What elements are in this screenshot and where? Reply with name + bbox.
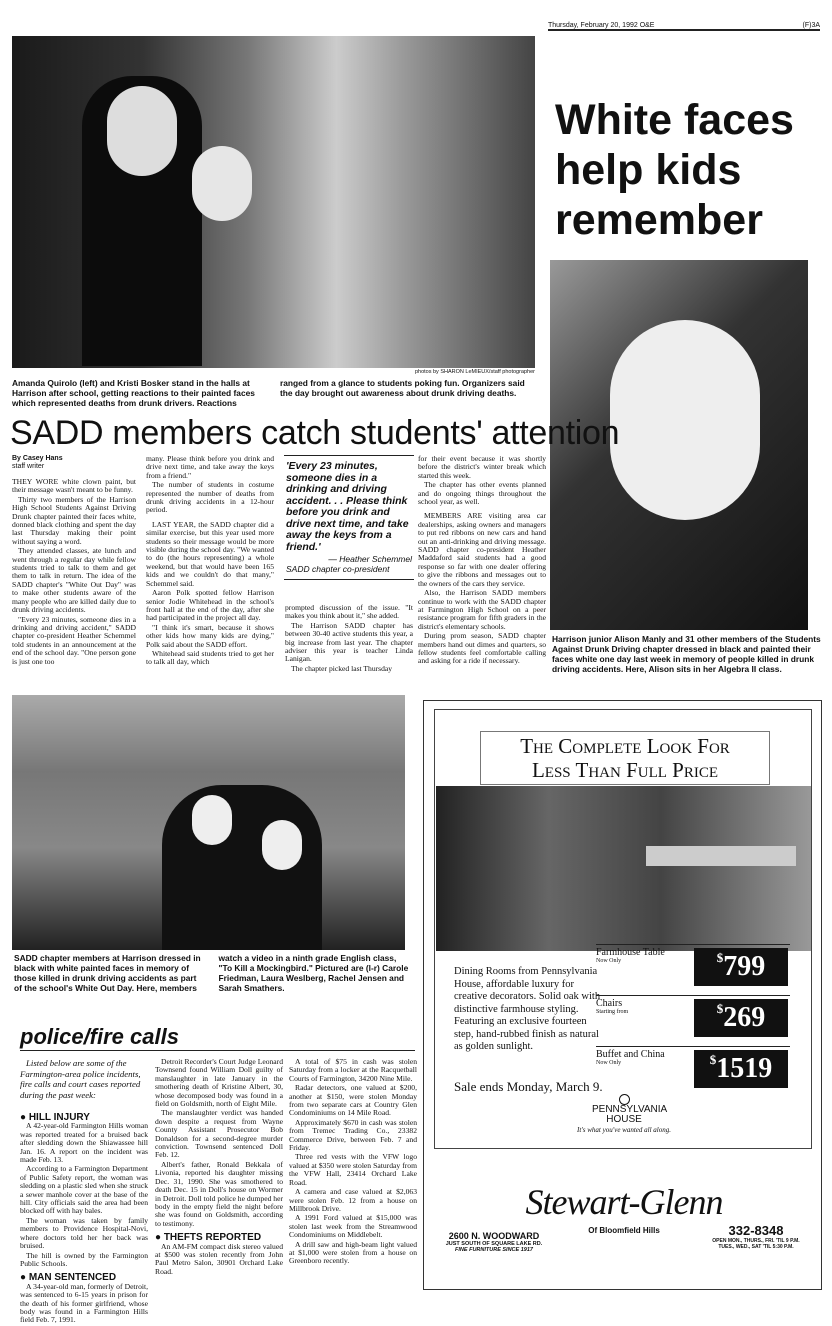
text: MAN SENTENCED xyxy=(28,1272,117,1284)
paragraph: The chapter has other events planned and do ongoing things throughout the school year, as well. xyxy=(418,480,546,507)
text: HILL INJURY xyxy=(28,1112,90,1123)
article-col-1 xyxy=(12,478,136,667)
police-col-3 xyxy=(289,1058,417,1267)
paragraph: "Every 23 minutes, someone dies in a drinking and driving accident," SADD chapter co-president Heather Schemmel told students in an announcement at the end of the school day. "One person gone is just one too xyxy=(12,614,136,666)
paragraph: Whitehead said students tried to get her to talk all day, which xyxy=(146,648,274,667)
phone: 332-8348 xyxy=(728,1223,784,1238)
byline-role: staff writer xyxy=(12,463,45,470)
police-section-title: police/fire calls xyxy=(20,1023,415,1051)
classroom-photo xyxy=(12,695,405,950)
text: JUST SOUTH OF SQUARE LAKE RD. xyxy=(445,1241,543,1247)
text: A 1991 Ford valued at $15,000 was stolen last week from the Streamwood Condominiums on Middlebelt. xyxy=(289,1213,417,1240)
paragraph: The chapter picked last Thursday xyxy=(291,663,393,673)
text: The manslaughter verdict was handed down despite a request from Wayne County Assistant Prosecutor Bob Donaldson for a second-degree murder conviction. Townsend sentenced Doll Feb. 12. xyxy=(155,1108,283,1160)
text: The hill is owned by the Farmington Public Schools. xyxy=(20,1250,148,1268)
text: A drill saw and high-beam light valued at $1,000 were stolen from a house on Greenboro recently. xyxy=(289,1239,417,1266)
paragraph: The number of students in costume represented the number of deaths from drunk driving accidents in a 12-hour period. xyxy=(146,480,274,515)
paragraph: "I think it's smart, because it shows other kids how many kids are dying," Polk said about the SADD effort. xyxy=(146,622,274,649)
police-col-1 xyxy=(20,1058,148,1326)
article-headline: SADD members catch students' attention xyxy=(10,414,620,452)
paragraph: Aaron Polk spotted fellow Harrison senior Jodie Whitehead in the school's front hall at the end of the day, after she had participated in the project all day. xyxy=(146,588,274,623)
ad-item-buffet xyxy=(596,1049,665,1066)
text: $ xyxy=(716,1001,724,1016)
text: Now Only xyxy=(596,958,622,964)
store-address xyxy=(434,1231,554,1253)
text: 2600 N. WOODWARD xyxy=(448,1231,540,1241)
article-col-4 xyxy=(418,455,546,667)
text: Buffet and China xyxy=(596,1049,665,1060)
brand-name: PENNSYLVANIA HOUSE xyxy=(592,1104,668,1125)
dining-room-photo xyxy=(436,786,811,951)
price-chairs xyxy=(694,999,788,1037)
text: $ xyxy=(709,1052,717,1067)
ad-headline xyxy=(480,731,770,785)
police-intro: Listed below are some of the Farmington-area police incidents, fire calls and court cases reported during the past week: xyxy=(20,1058,141,1100)
pull-quote-role: SADD chapter co-president xyxy=(286,564,390,574)
text: THEFTS REPORTED xyxy=(163,1232,262,1244)
photo-credit: photos by SHARON LeMIEUX/staff photographer xyxy=(414,369,535,375)
text: Radar detectors, one valued at $200, another at $150, were stolen Monday from two separate cars at Country Glen Condominiums on 14 Mile Road. xyxy=(289,1083,417,1118)
paragraph: MEMBERS ARE visiting area car dealerships, asking owners and managers to put red ribbons on new cars and hand out an anti-drinking and driving message. SADD chapter co-president Heather Maddaford said students had a good response so far with one dealer offering to give the ribbons and messages out to the owners of the cars they service. xyxy=(418,511,546,588)
store-logo: Stewart-Glenn xyxy=(525,1182,723,1222)
text: Now Only xyxy=(596,1060,622,1066)
text: $ xyxy=(716,950,724,965)
paragraph: Also, the Harrison SADD members continue to work with the SADD chapter at Farmington High School on a peer resistance program for fifth graders in the district's elementary schools. xyxy=(418,588,546,631)
paragraph: prompted discussion of the issue. "It makes you think about it," she added. xyxy=(285,603,413,621)
text: FINE FURNITURE SINCE 1917 xyxy=(455,1247,533,1253)
text: Detroit Recorder's Court Judge Leonard Townsend found William Doll guilty of manslaughter in late January in the smothering death of Kristine Albert, 30, whose decomposed body was found in a field on Goldsmith, north of Eight Mile. xyxy=(155,1057,283,1109)
paragraph: The Harrison SADD chapter has between 30-40 active students this year, a big increase from last year. The chapter adviser this year is teacher Linda Lanigan. xyxy=(285,620,413,664)
store-subtitle: Of Bloomfield Hills xyxy=(588,1226,660,1235)
page-header xyxy=(548,22,820,31)
article-col-2 xyxy=(146,455,274,668)
stewart-glenn-ad xyxy=(423,700,822,1290)
paragraph: Thirty two members of the Harrison High School Students Against Driving Drunk chapter painted their faces white, donned black clothing and spent the day last Thursday making their point without saying a word. xyxy=(12,494,136,546)
ad-item-table xyxy=(596,947,665,964)
text: Farmhouse Table xyxy=(596,947,665,958)
price-table xyxy=(694,948,788,986)
store-contact xyxy=(692,1223,820,1250)
text: 799 xyxy=(723,951,766,982)
text: A 34-year-old man, formerly of Detroit, was sentenced to 6-15 years in prison for the death of his former girlfriend, whose body was found in a Farmington Hills field Feb. 7, 1991. xyxy=(20,1281,148,1325)
ad-item-chairs xyxy=(596,998,628,1015)
article-col-3 xyxy=(285,604,413,674)
ad-sale-ends: Sale ends Monday, March 9. xyxy=(454,1079,603,1094)
paragraph: for their event because it was shortly before the district's winter break which started this week. xyxy=(418,454,546,480)
pull-quote-attribution: — Heather Schemmel xyxy=(328,554,412,564)
text: The woman was taken by family members to Providence Hospital-Novi, where doctors told her her back was bruised. xyxy=(20,1215,148,1251)
pull-quote xyxy=(284,455,414,580)
pull-quote-text: 'Every 23 minutes, someone dies in a drinking and driving accident. . . Please think before you drink and drive next time, and take away the keys from a friend.' xyxy=(286,460,409,553)
paragraph: During prom season, SADD chapter members hand out dimes and quarters, so fellow students feel comfortable calling and asking for a ride if necessary. xyxy=(418,631,546,666)
paragraph: many. Please think before you drink and drive next time, and take away the keys from a friend." xyxy=(146,454,274,480)
paragraph: They attended classes, ate lunch and went through a regular day while fellow students tried to talk to them and get them to talk in return. The idea of the SADD chapter's "White Out Day" was to make other students aware of the many people who are killed daily due to drunk driving accidents. xyxy=(12,546,136,615)
ad-headline-line-1: The Complete Look For xyxy=(520,734,730,758)
feature-headline: White faces help kids remember xyxy=(555,96,794,244)
text: OPEN MON., THURS., FRI. 'TIL 9 P.M. xyxy=(712,1238,800,1244)
text: TUES., WED., SAT 'TIL 5:30 P.M. xyxy=(718,1244,794,1250)
hallway-photo xyxy=(12,36,535,368)
text: A total of $75 in cash was stolen Saturday from a locker at the Racquetball Courts of Farmington, 34200 Nine Mile. xyxy=(289,1057,417,1083)
price-buffet xyxy=(694,1050,788,1088)
text: Chairs xyxy=(596,998,623,1009)
text: Approximately $670 in cash was stolen from Tremec Trading Co., 23382 Commerce Drive, between Feb. 7 and Friday. xyxy=(289,1117,417,1153)
text: Three red vests with the VFW logo valued at $350 were stolen Saturday from the VFW Hall, 23414 Orchard Lake Road. xyxy=(289,1152,417,1187)
text: A 42-year-old Farmington Hills woman was reported treated for a bruised back after sledding down the Shiawassee hill Jan. 16. A report on the incident was made Feb. 13. xyxy=(20,1121,148,1165)
classroom-photo-caption: SADD chapter members at Harrison dressed in black with white painted faces in memory of those killed in drunk driving accidents as part of the school's White Out Day. Here, members watch a video in a ninth grade English class, "To Kill a Mockingbird." Pictured are (l-r) Carole Friedman, Laura Weslberg, Rachel Jensen and Sarah Smathers. xyxy=(14,953,409,993)
paragraph: THEY WORE white clown paint, but their message wasn't meant to be funny. xyxy=(12,477,136,495)
pennsylvania-house-logo xyxy=(564,1094,684,1134)
text: 1519 xyxy=(716,1053,773,1084)
dateline: Thursday, February 20, 1992 O&E xyxy=(548,22,655,29)
top-photo-caption: Amanda Quirolo (left) and Kristi Bosker stand in the halls at Harrison after school, getting reactions to their painted faces which represented deaths from drunk drivers. Reactions ranged from a glance to students poking fun. Organizers said the day brought out awareness about drunk driving deaths. xyxy=(12,378,525,408)
ad-headline-line-2: Less Than Full Price xyxy=(531,758,719,782)
text: An AM-FM compact disk stereo valued at $500 was stolen recently from John Paul Metro Salon, 30901 Orchard Lake Road. xyxy=(155,1241,283,1276)
text: According to a Farmington Department of Public Safety report, the woman was sledding on a plastic sled when she struck a sewer manhole cover at the base of the hill. City officials said the area had been blocked off with hay bales. xyxy=(20,1164,148,1216)
text: Albert's father, Ronald Bekkala of Livonia, reported his daughter missing Dec. 31, 1990. She was smothered to death Dec. 15 in Doll's house on Wormer in Detroit. Doll told police he dumped her body in the empty field the night before she was found on Goldsmith, according to testimony. xyxy=(155,1159,283,1228)
police-col-2 xyxy=(155,1058,283,1277)
text: 269 xyxy=(723,1002,766,1033)
brand-tagline: It's what you've wanted all along. xyxy=(577,1126,671,1134)
page-number: (F)3A xyxy=(802,22,820,29)
alison-photo-caption: Harrison junior Alison Manly and 31 other members of the Students Against Drunk Driving chapter dressed in black and painted their faces white one day last week in memory of people killed in drunk driving accidents. Here, Alison sits in her Algebra II class. xyxy=(552,634,821,674)
text: Starting from xyxy=(596,1009,629,1015)
ad-body: Dining Rooms from Pennsylvania House, affordable luxury for creative decorators. Solid oak with distinctive farmhouse styling. Featuring an exclusive fourteen step, hand-rubbed finish as natural as golden sunlight. xyxy=(454,966,601,1052)
paragraph: LAST YEAR, the SADD chapter did a similar exercise, but this year used more students so their message would be more visible during the school day. "We wanted to do (the hours representing) a whole weekend, but that would have been 165 kids and we couldn't do that many," Schemmel said. xyxy=(146,519,274,588)
section-hill-injury: ● HILL INJURY xyxy=(20,1112,90,1123)
section-thefts-reported: ● THEFTS REPORTED xyxy=(155,1232,262,1244)
byline: By Casey Hans xyxy=(12,455,63,462)
text: A camera and case valued at $2,063 were stolen Feb. 12 from a house on Millbrook Drive. xyxy=(289,1187,417,1213)
section-man-sentenced: ● MAN SENTENCED xyxy=(20,1272,117,1284)
